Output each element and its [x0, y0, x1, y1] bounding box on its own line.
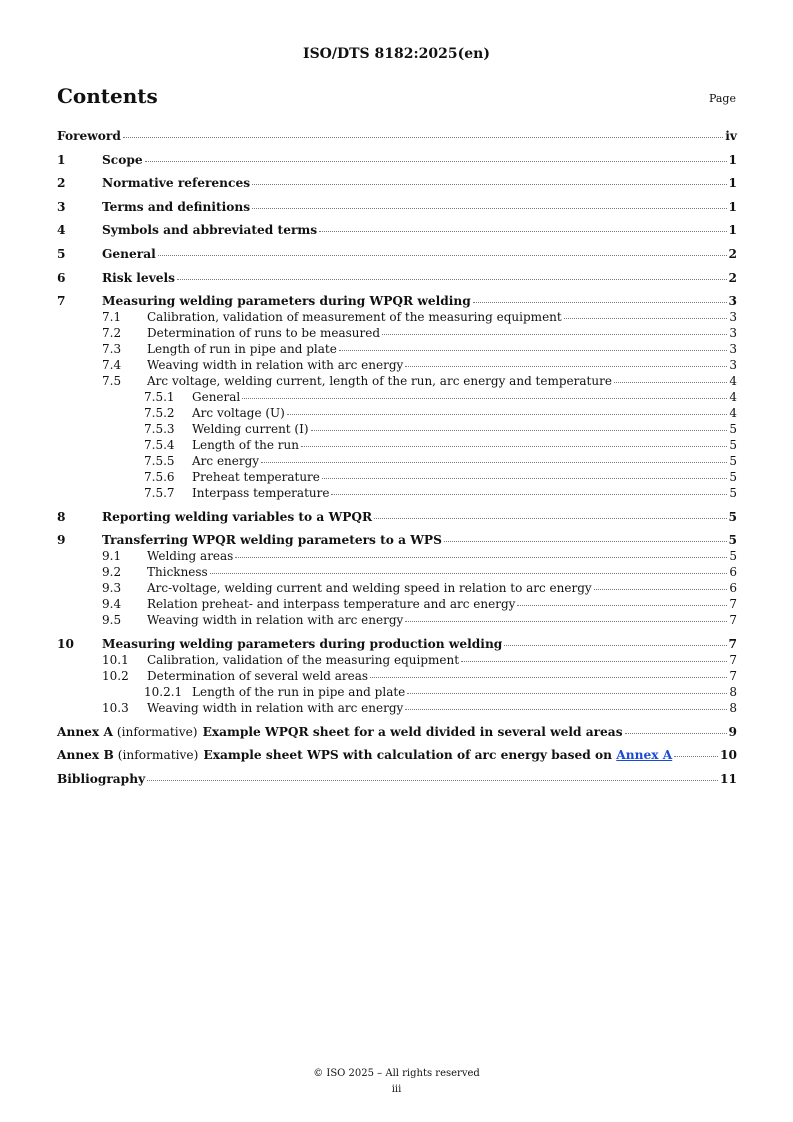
toc-entry-number: 4 [57, 223, 66, 238]
dot-leader [614, 382, 727, 383]
toc-entry-title: Foreword [57, 129, 121, 143]
toc-entry-number: 6 [57, 270, 66, 285]
toc-entry-title: Arc-voltage, welding current and welding speed in relation to arc energy [147, 581, 592, 596]
toc-entry-number: 7.5.7 [144, 486, 175, 501]
dot-leader [210, 573, 728, 574]
toc-entry-page: 2 [728, 246, 737, 261]
toc-entry-title: Arc energy [192, 454, 260, 469]
toc-entry-page: 5 [729, 486, 737, 501]
toc-entry[interactable] [57, 270, 737, 286]
annex-a-link[interactable]: Annex A [616, 748, 673, 763]
dot-leader [405, 366, 727, 367]
toc-entry-number: 10.3 [102, 700, 129, 715]
dot-leader [301, 446, 727, 447]
toc-entry-number: 7.5.6 [144, 470, 175, 485]
toc-entry[interactable] [57, 222, 737, 238]
dot-leader [504, 645, 726, 646]
toc-entry[interactable] [57, 564, 737, 580]
toc-entry-page: 5 [729, 470, 737, 485]
toc-entry-page: 1 [728, 176, 737, 191]
toc-entry-page: 3 [729, 326, 737, 341]
toc-entry-page: 11 [720, 771, 737, 786]
toc-entry-page: 2 [728, 270, 737, 285]
annex-info: (informative) [116, 724, 198, 739]
toc-entry-page: 8 [729, 684, 737, 699]
toc-entry[interactable] [57, 485, 737, 501]
toc-entry-page: 3 [728, 294, 737, 309]
dot-leader [177, 279, 726, 280]
dot-leader [625, 733, 727, 734]
toc-entry-number: 9.3 [102, 581, 122, 596]
toc-entry-number: 7.4 [102, 358, 122, 373]
toc-entry-number: 9.2 [102, 565, 122, 580]
document-header: ISO/DTS 8182:2025(en) [303, 46, 490, 62]
toc-entry-page: 1 [728, 223, 737, 238]
dot-leader [405, 709, 727, 710]
toc-entry-title: General [102, 246, 156, 261]
toc-entries [57, 128, 737, 716]
toc-entry-title: Measuring welding parameters during production welding [102, 636, 503, 651]
toc-entry-title: Relation preheat- and interpass temperature and arc energy [147, 597, 516, 612]
toc-entry[interactable] [57, 199, 737, 215]
toc-entry[interactable] [57, 421, 737, 437]
toc-entry-page: 5 [729, 438, 737, 453]
toc-entry-title: Normative references [102, 176, 251, 191]
toc-entry-number: 1 [57, 152, 66, 167]
dot-leader [407, 693, 727, 694]
toc-entry[interactable] [57, 700, 737, 716]
toc-entry-page: iv [725, 129, 737, 143]
toc-entry-title: Preheat temperature [192, 470, 320, 485]
toc-entry-page: 5 [728, 509, 737, 524]
dot-leader [322, 478, 727, 479]
toc-entry-title: Symbols and abbreviated terms [102, 223, 318, 238]
toc-entry-title: Thickness [147, 565, 208, 580]
dot-leader [261, 462, 727, 463]
toc-entry-number: 9 [57, 533, 66, 548]
toc-entry[interactable] [57, 357, 737, 373]
toc-entry[interactable] [57, 532, 737, 548]
annex-title: Example sheet WPS with calculation of arc energy based on [203, 748, 613, 763]
dot-leader [287, 414, 728, 415]
toc-entry-number: 7.5.5 [144, 454, 175, 469]
toc-entry-title: Weaving width in relation with arc energy [147, 700, 404, 715]
toc-entry-number: 9.5 [102, 613, 122, 628]
page-footer [0, 1066, 793, 1098]
toc-entry-title: Determination of runs to be measured [147, 326, 381, 341]
toc-entry-page: 3 [729, 310, 737, 325]
toc-entry-page: 3 [729, 358, 737, 373]
toc-entry[interactable] [57, 469, 737, 485]
toc-entry-number: 7.1 [102, 310, 122, 325]
toc-entry-page: 7 [729, 613, 737, 628]
toc-entry-page: 5 [729, 549, 737, 564]
toc-entry-number: 7 [57, 294, 66, 309]
toc-entry[interactable] [57, 373, 737, 389]
dot-leader [594, 589, 728, 590]
toc-entry-page: 7 [729, 597, 737, 612]
dot-leader [517, 605, 727, 606]
toc-entry-number: 7.3 [102, 342, 122, 357]
toc-entry-number: 5 [57, 246, 66, 261]
dot-leader [382, 334, 727, 335]
dot-leader [473, 302, 727, 303]
toc-entry[interactable] [57, 684, 737, 700]
dot-leader [674, 756, 718, 757]
toc-entry[interactable] [57, 509, 737, 525]
toc-entry-page: 6 [729, 565, 737, 580]
dot-leader [370, 677, 727, 678]
toc-entry-title: Length of the run in pipe and plate [192, 684, 406, 699]
toc-entry-title [57, 747, 672, 763]
dot-leader [564, 318, 728, 319]
toc-entry-title: Calibration, validation of measurement of the measuring equipment [147, 310, 562, 325]
toc-entry-number: 8 [57, 509, 66, 524]
toc-entry[interactable] [57, 293, 737, 309]
toc-entry-bibliography[interactable] [57, 771, 737, 787]
toc-entry[interactable] [57, 548, 737, 564]
toc-entry[interactable] [57, 152, 737, 168]
toc-entry-title: Arc voltage, welding current, length of the run, arc energy and temperature [147, 374, 612, 389]
toc-entry-title: Scope [102, 152, 143, 167]
dot-leader [252, 208, 726, 209]
dot-leader [158, 255, 727, 256]
toc-entry[interactable] [57, 453, 737, 469]
dot-leader [123, 137, 723, 138]
dot-leader [235, 557, 727, 558]
toc-entry[interactable] [57, 405, 737, 421]
toc-entry-number: 10.1 [102, 652, 129, 667]
toc-entry-number: 7.5.3 [144, 422, 175, 437]
toc-entry-title [57, 724, 623, 740]
toc-entry-page: 7 [728, 636, 737, 651]
toc-entry-page: 8 [729, 700, 737, 715]
toc-entry-number: 7.5.1 [144, 390, 175, 405]
toc-entry[interactable] [57, 612, 737, 628]
toc-entry-number: 10 [57, 636, 74, 651]
toc-entry-page: 4 [729, 390, 737, 405]
toc-entry-page: 5 [729, 454, 737, 469]
toc-entry-page: 7 [729, 652, 737, 667]
page-title: Contents [57, 84, 158, 108]
toc-entry-title: General [192, 390, 241, 405]
annex-prefix: Annex A [57, 724, 113, 739]
dot-leader [374, 518, 726, 519]
dot-leader [331, 494, 727, 495]
toc-entry-number: 10.2.1 [144, 684, 183, 699]
page-column-label: Page [708, 92, 736, 105]
toc-entry-title: Welding areas [147, 549, 234, 564]
dot-leader [405, 621, 727, 622]
toc-entry-page: 6 [729, 581, 737, 596]
toc-entry-number: 9.1 [102, 549, 122, 564]
toc-entry-title: Terms and definitions [102, 199, 251, 214]
toc-entry-page: 10 [720, 748, 737, 763]
dot-leader [444, 541, 727, 542]
toc-entry-title: Risk levels [102, 270, 176, 285]
toc-entry-page: 1 [728, 152, 737, 167]
toc-entry-number: 3 [57, 199, 66, 214]
toc-entry-title: Reporting welding variables to a WPQR [102, 509, 373, 524]
toc-entry[interactable] [57, 437, 737, 453]
toc-entry-title: Length of the run [192, 438, 299, 453]
dot-leader [242, 398, 727, 399]
toc-entry[interactable] [57, 246, 737, 262]
toc-entry-title: Bibliography [57, 771, 146, 786]
toc-entry-page: 7 [729, 668, 737, 683]
toc-entry-number: 9.4 [102, 597, 122, 612]
toc-entry[interactable] [57, 341, 737, 357]
annex-info: (informative) [117, 748, 199, 763]
toc-entry-title: Weaving width in relation with arc energy [147, 358, 404, 373]
toc-entry-title: Interpass temperature [192, 486, 330, 501]
dot-leader [145, 161, 727, 162]
toc-entry[interactable] [57, 325, 737, 341]
toc-entry-number: 7.2 [102, 326, 122, 341]
dot-leader [147, 780, 718, 781]
toc-entry-page: 4 [729, 406, 737, 421]
toc-entry-annex-b[interactable] [57, 747, 737, 763]
toc-entry[interactable] [57, 389, 737, 405]
toc-entry-title: Welding current (I) [192, 422, 309, 437]
dot-leader [252, 184, 726, 185]
toc-entry-page: 5 [729, 422, 737, 437]
page-number: iii [391, 1084, 402, 1095]
toc-entry[interactable] [57, 175, 737, 191]
toc-entry-title: Length of run in pipe and plate [147, 342, 337, 357]
toc-entry-page: 1 [728, 199, 737, 214]
dot-leader [319, 231, 726, 232]
toc-entry-title: Measuring welding parameters during WPQR welding [102, 294, 471, 309]
toc-entry-number: 10.2 [102, 668, 129, 683]
toc-entry-title: Calibration, validation of the measuring equipment [147, 652, 460, 667]
dot-leader [339, 350, 728, 351]
toc-entry-number: 2 [57, 176, 66, 191]
annex-title: Example WPQR sheet for a weld divided in several weld areas [202, 724, 623, 739]
toc-entry-annex-a[interactable] [57, 724, 737, 740]
toc-entry[interactable] [57, 128, 737, 144]
toc-entry-title: Weaving width in relation with arc energy [147, 613, 404, 628]
table-of-contents [57, 128, 737, 787]
dot-leader [311, 430, 728, 431]
toc-entry-number: 7.5 [102, 374, 122, 389]
toc-entry[interactable] [57, 309, 737, 325]
toc-entry-title: Transferring WPQR welding parameters to a WPS [102, 533, 442, 548]
toc-entry[interactable] [57, 596, 737, 612]
dot-leader [461, 661, 727, 662]
toc-entry-title: Arc voltage (U) [192, 406, 285, 421]
annex-prefix: Annex B [57, 748, 114, 763]
toc-entry[interactable] [57, 652, 737, 668]
toc-entry[interactable] [57, 580, 737, 596]
toc-entry-title: Determination of several weld areas [147, 668, 369, 683]
toc-entry-page: 9 [728, 724, 737, 739]
toc-entry-number: 7.5.4 [144, 438, 175, 453]
toc-entry-number: 7.5.2 [144, 406, 175, 421]
toc-entry-page: 3 [729, 342, 737, 357]
toc-entry[interactable] [57, 668, 737, 684]
copyright-notice: © ISO 2025 – All rights reserved [313, 1068, 480, 1079]
toc-entry-page: 4 [729, 374, 737, 389]
toc-entry[interactable] [57, 636, 737, 652]
toc-entry-page: 5 [728, 533, 737, 548]
